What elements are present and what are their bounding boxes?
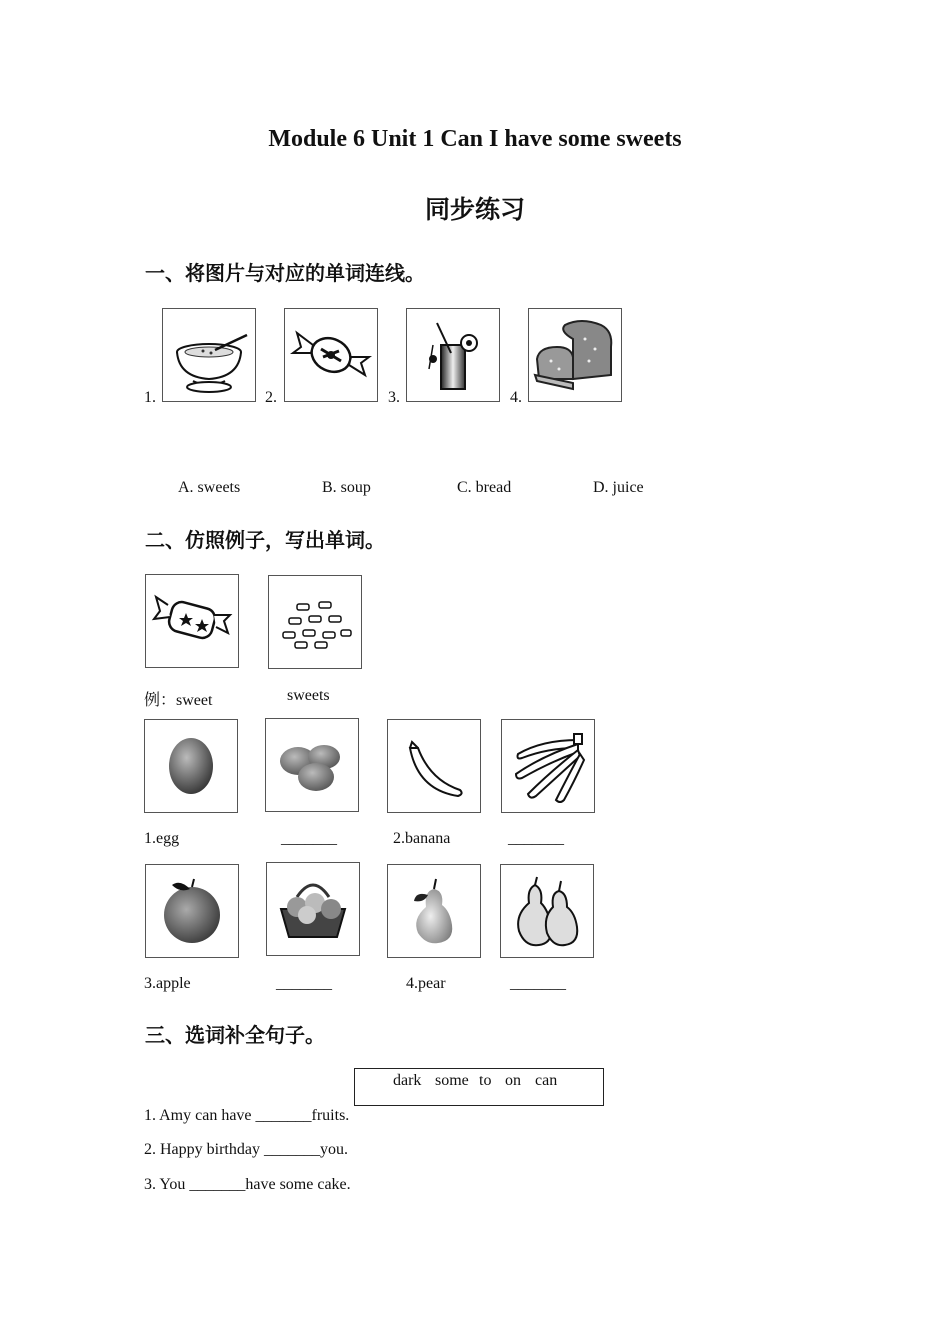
pear-picture: [387, 864, 481, 958]
bananas-icon: [502, 720, 594, 812]
juice-glass-icon: [407, 309, 499, 401]
soup-bowl-icon: [163, 309, 255, 401]
item-1-blank: _______: [281, 830, 337, 847]
pears-picture: [500, 864, 594, 958]
eggs-icon: [266, 719, 358, 811]
banana-picture: [387, 719, 481, 813]
item-number-2: 2.: [265, 389, 277, 406]
word-bank-word: on: [505, 1072, 521, 1089]
page-title: Module 6 Unit 1 Can I have some sweets: [268, 126, 682, 152]
item-number-4: 4.: [510, 389, 522, 406]
word-bank-word: dark: [393, 1072, 422, 1089]
item-number-3: 3.: [388, 389, 400, 406]
word-bank-word: can: [535, 1072, 558, 1089]
apple-icon: [146, 865, 238, 957]
item-3-blank: _______: [276, 975, 332, 992]
option-b: B. soup: [322, 479, 371, 496]
item-1-label: 1.egg: [144, 830, 180, 847]
page-subtitle: 同步练习: [424, 195, 525, 224]
bananas-picture: [501, 719, 595, 813]
section-3-heading: 三、选词补全句子。: [145, 1023, 325, 1047]
option-a: A. sweets: [178, 479, 241, 496]
item-2-label: 2.banana: [393, 830, 451, 847]
apple-picture: [145, 864, 239, 958]
soup-bowl-picture: [162, 308, 256, 402]
egg-icon: [145, 720, 237, 812]
pear-icon: [388, 865, 480, 957]
section-1-heading: 一、将图片与对应的单词连线。: [145, 261, 425, 285]
example-sweets-picture: [268, 575, 362, 669]
sentence-1: 1. Amy can have _______fruits.: [144, 1107, 350, 1124]
example-answer: sweets: [287, 687, 330, 704]
bread-icon: [529, 309, 621, 401]
sentence-2: 2. Happy birthday _______you.: [144, 1141, 348, 1158]
sweets-icon: [269, 576, 361, 668]
option-d: D. juice: [593, 479, 644, 496]
word-bank-word: some: [435, 1072, 469, 1089]
bread-picture: [528, 308, 622, 402]
egg-picture: [144, 719, 238, 813]
section-2-heading: 二、仿照例子，写出单词。: [145, 528, 385, 552]
item-4-label: 4.pear: [406, 975, 446, 992]
eggs-picture: [265, 718, 359, 812]
item-3-label: 3.apple: [144, 975, 191, 992]
pears-icon: [501, 865, 593, 957]
word-bank-box: [354, 1068, 604, 1106]
item-number-1: 1.: [144, 389, 156, 406]
sweet-icon: [146, 575, 238, 667]
option-c: C. bread: [457, 479, 512, 496]
example-sweet-picture: [145, 574, 239, 668]
apples-basket-picture: [266, 862, 360, 956]
item-4-blank: _______: [510, 975, 566, 992]
juice-glass-picture: [406, 308, 500, 402]
candy-icon: [285, 309, 377, 401]
sentence-3: 3. You _______have some cake.: [144, 1176, 351, 1193]
apple-basket-icon: [267, 863, 359, 955]
item-2-blank: _______: [508, 830, 564, 847]
example-label: 例：sweet: [144, 692, 213, 709]
word-bank-word: to: [479, 1072, 492, 1089]
banana-icon: [388, 720, 480, 812]
wrapped-sweet-picture: [284, 308, 378, 402]
